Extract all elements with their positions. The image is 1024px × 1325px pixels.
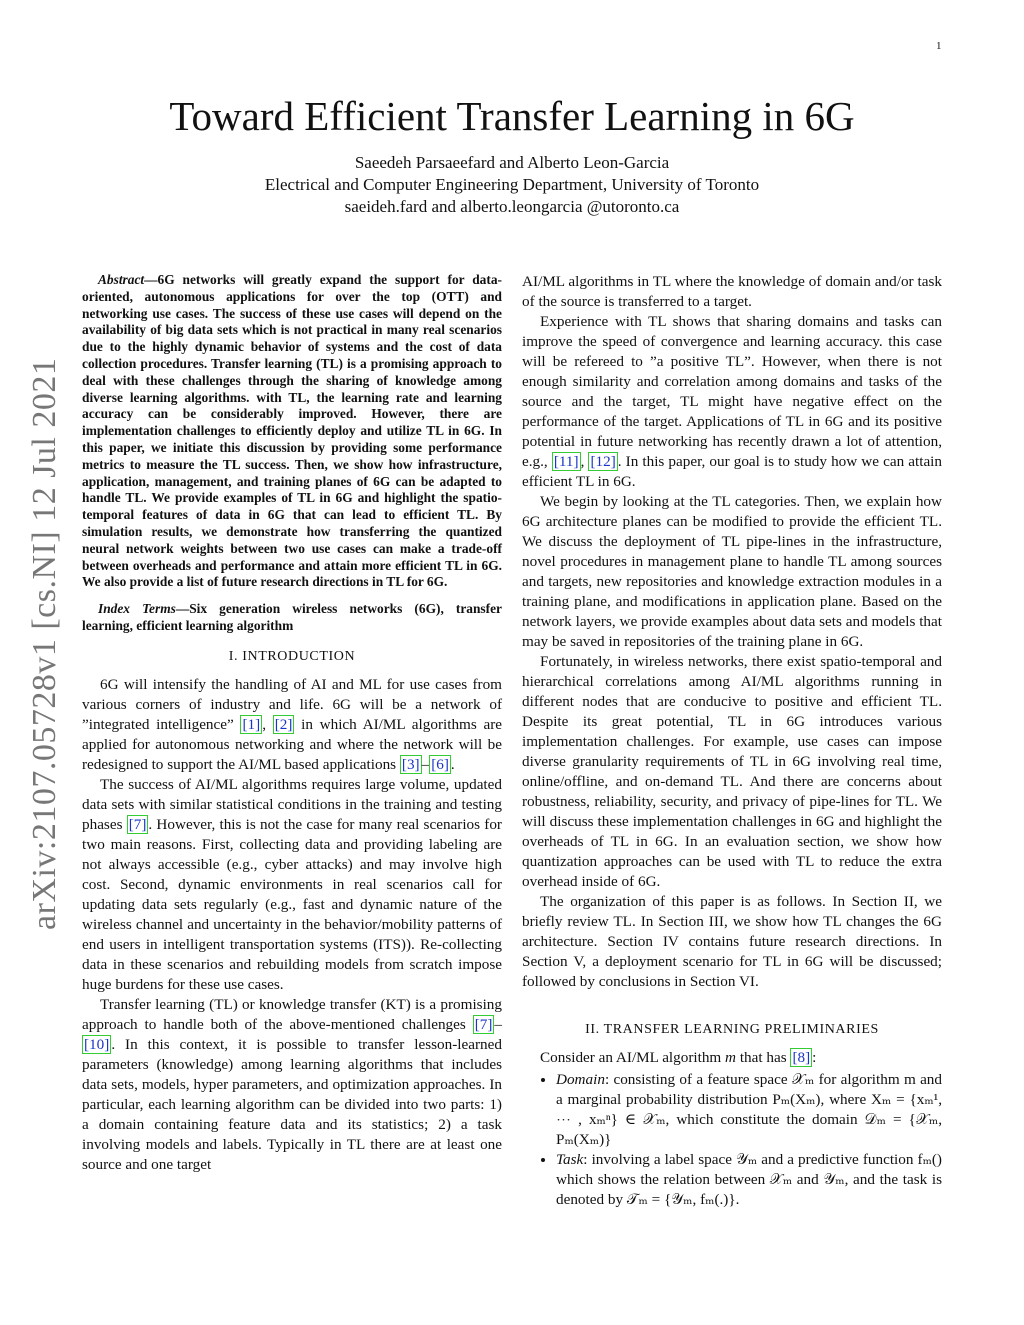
- list-item: [556, 1070, 942, 1150]
- right-column: [522, 272, 942, 1210]
- intro-paragraph-5: We begin by looking at the TL categories. Then, we explain how 6G architecture planes can be modified to provide the efficient TL. We discuss the deployment of TL pipe-lines in the infrastructure, novel procedures in management plane to handle TL among sources and targets, new repositories and knowledge extraction modules in a training plane, and modifications in application plane. Based on the network layers, we provide examples about data sets and models that may be saved in repositories of the training plane in 6G.: [522, 493, 942, 650]
- author-block: [0, 152, 1024, 218]
- list-item-term: Domain: [556, 1071, 605, 1088]
- citation-link[interactable]: [7]: [474, 1015, 493, 1033]
- intro-paragraph-2: The success of AI/ML algorithms requires large volume, updated data sets with similar statistical conditions in the training and testing phases [7] . However, this is not the case for many real scenarios for two main reasons. First, collecting data and providing labeling are not always accessible (e.g., cyber attacks) and may involve high cost. Second, dynamic environments in real scenarios call for updating data sets regularly (e.g., fast and dynamic nature of the wireless channel and uncertainty in the behavior/mobility patterns of end users in intelligent transportation systems (ITS)). Re-collecting data in these scenarios and rebuilding models from scratch impose huge burdens for these use cases.: [82, 775, 502, 993]
- section-heading-introduction: I. INTRODUCTION: [228, 648, 356, 664]
- section-heading-tl-preliminaries: II. TRANSFER LEARNING PRELIMINARIES: [585, 1022, 879, 1037]
- index-terms-text: —Six generation wireless networks (6G), transfer learning, efficient learning algorithm: [82, 601, 502, 633]
- paper-title: Toward Efficient Transfer Learning in 6G: [169, 93, 855, 139]
- tl-intro: Consider an AI/ML algorithm m that has [8] :: [540, 1049, 817, 1066]
- arxiv-stamp: arXiv:2107.05728v1 [cs.NI] 12 Jul 2021: [26, 357, 63, 930]
- intro-paragraph-4: Experience with TL shows that sharing domains and tasks can improve the speed of convergence and learning accuracy. this case will be refereed to ”a positive TL”. However, when there is not enough similarity and correlation among domains and tasks of the source and the target, TL might have negative effect on the performance of the target. Applications of TL in 6G and its positive potential in future networking has recently drawn a lot of attention, e.g., [11] , [12] . In this paper, our goal is to study how we can attain efficient TL in 6G.: [522, 313, 942, 490]
- index-terms: [82, 601, 502, 635]
- citation-link[interactable]: [12]: [590, 453, 616, 470]
- citation-link[interactable]: [11]: [553, 453, 579, 470]
- citation-link[interactable]: [6]: [431, 755, 449, 773]
- index-terms-lead: Index Terms: [98, 601, 176, 617]
- citation-link[interactable]: [8]: [792, 1049, 811, 1066]
- page-number: 1: [936, 40, 942, 52]
- list-item-term: Task: [556, 1151, 584, 1168]
- intro-paragraph-continued: AI/ML algorithms in TL where the knowledge of domain and/or task of the source is transferred to a target.: [522, 273, 942, 310]
- abstract-lead: Abstract: [98, 272, 145, 287]
- abstract: [82, 272, 502, 591]
- citation-link[interactable]: [2]: [274, 715, 293, 733]
- author-names: Saeedeh Parsaeefard and Alberto Leon-Garcia: [354, 153, 670, 172]
- intro-paragraph-6: Fortunately, in wireless networks, there exist spatio-temporal and hierarchical correlations among AI/ML algorithms running in different nodes that are conducive to positive and efficient TL. Despite its great potential, TL in 6G introduces various implementation challenges. For example, use cases can impose diverse granularity requirements of TL in 6G involving real time, online/offline, and on-demand TL. And there are concerns about robustness, reliability, security, and privacy of pipe-lines for TL. We will discuss these implementation challenges in 6G and highlight the overheads of TL in 6G. In an evaluation section, we show how quantization approaches can be used with TL to reduce the extra overhead inside of 6G.: [522, 653, 942, 890]
- list-item-text: : involving a label space 𝒴ₘ and a predictive function fₘ() which shows the relation between 𝒳ₘ and 𝒴ₘ, and the task is denoted by 𝒯ₘ = {𝒴ₘ, fₘ(.)}.: [556, 1151, 942, 1208]
- intro-paragraph-1: 6G will intensify the handling of AI and ML for use cases from various corners of industry and life. 6G will be a network of ”integrated intelligence” [1] , [2] in which AI/ML algorithms are applied for autonomous networking and where the network will be redesigned to support the AI/ML based applications [3] – [6] .: [82, 675, 503, 773]
- citation-link[interactable]: [1]: [242, 715, 261, 733]
- author-affiliation: Electrical and Computer Engineering Department, University of Toronto: [264, 175, 760, 194]
- author-emails: saeideh.fard and alberto.leongarcia @utoronto.ca: [344, 197, 680, 216]
- list-item: [556, 1150, 942, 1210]
- definition-list: [522, 1070, 942, 1210]
- left-column: [82, 272, 502, 1175]
- intro-paragraph-3: Transfer learning (TL) or knowledge transfer (KT) is a promising approach to handle both of the above-mentioned challenges [7] –[10] . In this context, it is possible to transfer lesson-learned parameters (knowledge) among learning algorithms that includes data sets, models, hyper parameters, and optimization approaches. In particular, each learning algorithm can be divided into two parts: 1) a domain containing feature data and its statistics; 2) a task involving models and labels. Typically in TL there are at least one source and one target: [82, 995, 502, 1173]
- intro-paragraph-7: The organization of this paper is as follows. In Section II, we briefly review TL. In Section III, we show how TL changes the 6G architecture. Section IV contains future research directions. In Section V, a deployment scenario for TL in 6G will be discussed; followed by conclusions in Section VI.: [522, 893, 942, 990]
- abstract-text: —6G networks will greatly expand the support for data-oriented, autonomous applications for over the top (OTT) and networking use cases. The success of these use cases will depend on the availability of big data sets which is not practical in many real scenarios due to the highly dynamic behavior of systems and the cost of data collection procedures. Transfer learning (TL) is a promising approach to deal with these challenges through the sharing of knowledge among diverse learning algorithms. with TL, the learning rate and learning accuracy can be considerably improved. However, there are implementation challenges to efficiently deploy and utilize TL in 6G. In this paper, we initiate this discussion by providing some performance metrics to measure the TL success. Then, we show how infrastructure, application, management, and training planes of 6G can be adapted to handle TL. We provide examples of TL in 6G and highlight the spatio-temporal features of data in 6G that can lead to efficient TL. By simulation results, we demonstrate how transferring the quantized neural network weights between two use cases can make a trade-off between overheads and performance and attain more efficient TL in 6G. We also provide a list of future research directions in TL for 6G.: [82, 272, 502, 590]
- citation-link[interactable]: [10]: [84, 1035, 110, 1053]
- citation-link[interactable]: [7]: [128, 815, 147, 833]
- citation-link[interactable]: [3]: [401, 755, 420, 773]
- list-item-text: : consisting of a feature space 𝒳ₘ for algorithm m and a marginal probability distribution Pₘ(Xₘ), where Xₘ = {xₘ¹, ⋯ , xₘⁿ} ∈ 𝒳ₘ, which constitute the domain 𝒟ₘ = {𝒳ₘ, Pₘ(Xₘ)}: [556, 1071, 942, 1148]
